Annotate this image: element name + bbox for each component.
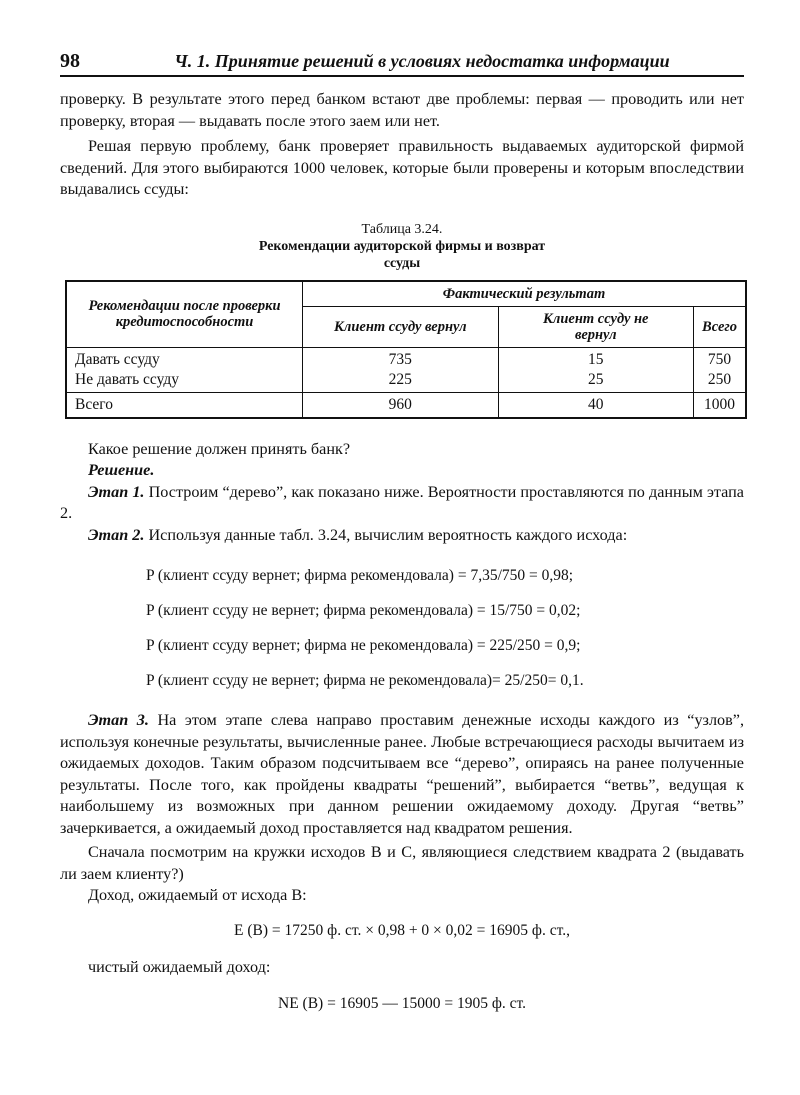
- table-row: [66, 392, 746, 418]
- table-header-recommendation: Рекомендации после проверки кредитоспособности: [66, 281, 303, 348]
- cell-returned: 960: [303, 392, 498, 418]
- stage-2-label: Этап 2.: [88, 525, 145, 544]
- cell-total: 750: [707, 350, 732, 368]
- formula-expected-b: E (B) = 17250 ф. ст. × 0,98 + 0 × 0,02 = 16905 ф. ст.,: [234, 921, 570, 939]
- formula-2: P (клиент ссуду не вернет; фирма рекомендовала) = 15/750 = 0,02;: [146, 602, 581, 619]
- formula-net-expected-b: NE (B) = 16905 — 15000 = 1905 ф. ст.: [278, 995, 526, 1012]
- table-header-total: Всего: [694, 306, 746, 347]
- question: Какое решение должен принять банк?: [88, 439, 351, 458]
- paragraph-income: Доход, ожидаемый от исхода B:: [88, 886, 307, 904]
- recommendations-table: [65, 280, 747, 419]
- paragraph-first-problem: Решая первую проблему, банк проверяет правильность выдаваемых аудиторской фирмой сведений. Для этого выбираются 1000 человек, которые были проверены и которым впоследствии выдавались ссуды:: [60, 137, 744, 198]
- table-row: [66, 347, 746, 370]
- cell-returned: 735: [303, 347, 498, 370]
- cell-not-returned: 25: [498, 370, 694, 393]
- table-caption-number: Таблица 3.24.: [361, 221, 443, 237]
- stage-1-label: Этап 1.: [88, 482, 145, 501]
- cell-returned: 225: [303, 370, 498, 393]
- stage-1-text: Построим “дерево”, как показано ниже. Вероятности проставляются по данным этапа 2.: [60, 482, 744, 522]
- paragraph-net: чистый ожидаемый доход:: [88, 957, 271, 976]
- formula-3: P (клиент ссуду вернет; фирма не рекомендовала) = 225/250 = 0,9;: [146, 637, 581, 654]
- page-header: [60, 50, 744, 77]
- paragraph-nodes: Сначала посмотрим на кружки исходов B и C, являющиеся следствием квадрата 2 (выдавать ли заем клиенту?): [60, 843, 744, 883]
- paragraph-continuation: проверку. В результате этого перед банком встают две проблемы: первая — проводить или нет проверку, вторая — выдавать после этого заем или нет.: [60, 90, 744, 130]
- page-number: 98: [60, 50, 80, 72]
- row-label: Давать ссуду: [66, 347, 303, 370]
- cell-total: 1000: [694, 392, 746, 418]
- stage-1: [60, 482, 744, 525]
- table-row: [66, 370, 746, 393]
- table-caption-title: Рекомендации аудиторской фирмы и возврат ссуды: [258, 238, 546, 271]
- table-header-actual: Фактический результат: [303, 281, 746, 307]
- table-header-not-returned: Клиент ссуду не вернул: [498, 306, 694, 347]
- table-caption: [60, 221, 744, 272]
- stage-2: [60, 525, 744, 547]
- stage-3: [60, 710, 744, 839]
- formula-1: P (клиент ссуду вернет; фирма рекомендовала) = 7,35/750 = 0,98;: [146, 567, 574, 584]
- formula-4: P (клиент ссуду не вернет; фирма не рекомендовала)= 25/250= 0,1.: [146, 672, 584, 689]
- stage-2-text: Используя данные табл. 3.24, вычислим вероятность каждого исхода:: [144, 525, 628, 544]
- row-label: Всего: [66, 392, 303, 418]
- table-header-returned: Клиент ссуду вернул: [303, 306, 498, 347]
- stage-3-text: На этом этапе слева направо проставим денежные исходы каждого из “узлов”, используя конечные результаты, вычисленные ранее. Любые встречающиеся расходы вычитаем из ожидаемых доходов. Таким образом подсчитываем все “дерево”, опираясь на ранее полученные результаты. После того, как пройдены квадраты “решений”, выбирается “ветвь”, ведущая к наибольшему из возможных при данном решении ожидаемому доходу. Другая “ветвь” зачеркивается, а ожидаемый доход проставляется над квадратом решения.: [60, 711, 744, 837]
- row-label: Не давать ссуду: [66, 370, 303, 393]
- probability-formulas: [146, 558, 744, 698]
- cell-total: 250: [707, 370, 732, 388]
- cell-not-returned: 40: [498, 392, 694, 418]
- running-title: Ч. 1. Принятие решений в условиях недостатка информации: [174, 51, 670, 71]
- stage-3-label: Этап 3.: [88, 711, 149, 729]
- cell-not-returned: 15: [498, 347, 694, 370]
- solution-heading: Решение.: [88, 461, 155, 479]
